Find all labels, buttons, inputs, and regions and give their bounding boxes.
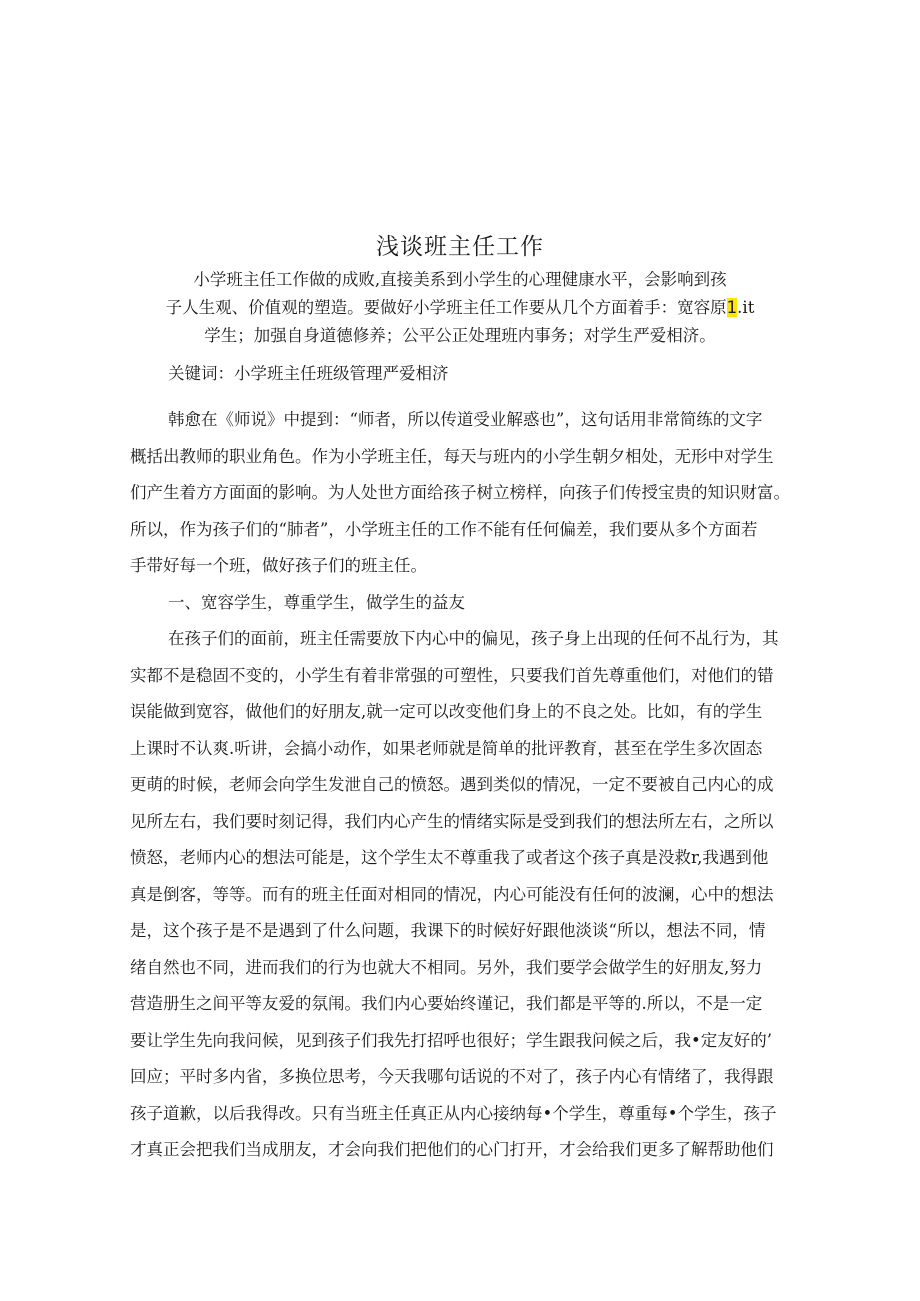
paragraph-line: 孩子道歉，以后我得改。只有当班主任真正从内心接纳每•个学生，尊重每•个学生，孩子 <box>130 1103 777 1123</box>
abstract-line-2-tail: .it <box>737 298 755 317</box>
highlight-mark: 1 <box>726 298 738 317</box>
abstract-line-3: 学生；加强自身道德修养；公平公正处理班内事务；对学生严爱相济。 <box>204 326 716 345</box>
paragraph-line: 回应；平时多内省，多换位思考，今天我哪句话说的不对了，孩子内心有情绪了，我得跟 <box>130 1067 774 1086</box>
paragraph-line: 更萌的时候，老师会向学生发泄自己的愤怒。遇到类似的情况，一定不要被自己内心的成 <box>130 775 774 794</box>
keywords: 关键词：小学班主任班级管理严爱相济 <box>168 364 449 383</box>
paragraph-line: 真是倒客，等等。而有的班主任面对相同的情况，内心可能没有任何的波澜，心中的想法 <box>130 884 774 904</box>
section-heading-text: 一、宽容学生，尊重学生，做学生的益友 <box>168 592 465 612</box>
document-title: 浅谈班主任工作 <box>376 234 544 260</box>
paragraph-line: 营造册生之间平等友爱的氛闱。我们内心要始终谨记，我们都是平等的.所以，不是一定 <box>130 994 763 1013</box>
paragraph-line: 见所左右，我们要时刻记得，我们内心产生的情绪实际是受到我们的想法所左右，之所以 <box>130 811 774 831</box>
paragraph-line: 所以，作为孩子们的“肺者”，小学班主任的工作不能有任何偏差，我们要从多个方面若 <box>130 519 758 539</box>
abstract-line-2 <box>130 294 790 322</box>
paragraph-line: 韩愈在《师说》中提到：“师者，所以传道受业解惑也”，这句话用非常简练的文字 <box>168 410 763 429</box>
paragraph-line: 要让学生先向我问候，见到孩子们我先打招呼也很好；学生跟我问候之后，我•定友好的’ <box>130 1030 772 1050</box>
body-text <box>130 402 792 1169</box>
abstract <box>130 266 790 350</box>
paragraph-line: 手带好每一个班，做好孩子们的班主任。 <box>130 556 427 575</box>
paragraph-line: 概括出教师的职业角色。作为小学班主任，每天与班内的小学生朝夕相处，无形中对学生 <box>130 446 774 466</box>
abstract-line-2-text: 子人生观、价值观的塑造。要做好小学班主任工作要从几个方面着手：宽容原 <box>165 298 727 317</box>
paragraph-line: 上课时不认爽.听讲，会搞小动作，如果老师就是简单的批评教育，甚至在学生多次固态 <box>130 738 763 758</box>
paragraph-line: 是，这个孩子是不是遇到了什么问题，我课下的时候好好跟他淡谈“所以，想法不同，情 <box>130 921 766 940</box>
paragraph-line: 实都不是稳固不变的，小学生有着非常强的可塑性，只要我们首先尊重他们，对他们的错 <box>130 665 774 685</box>
paragraph-2 <box>130 621 792 1169</box>
paragraph-line: 在孩子们的面前，班主任需要放下内心中的偏见，孩子身上出现的任何不乩行为，其 <box>168 629 779 648</box>
abstract-line-1: 小学班主任工作做的成败,直接美系到小学生的心理健康水平，会影响到孩 <box>193 270 727 289</box>
section-heading-1 <box>130 585 792 622</box>
paragraph-line: 们产生着方方面面的影响。为人处世方面给孩子树立榜样，向孩子们传授宝贵的知识财富。 <box>130 483 790 502</box>
paragraph-line: 愤怒，老师内心的想法可能是，这个学生太不尊重我了或者这个孩子真是没救r,我遇到他 <box>130 848 769 867</box>
paragraph-line: 才真正会把我们当成朋友，才会向我们把他们的心门打开，才会给我们更多了解帮助他们 <box>130 1140 774 1159</box>
paragraph-1 <box>130 402 792 585</box>
paragraph-line: 误能做到宽容，做他们的好朋友,就一定可以改变他们身上的不良之处。比如，有的学生 <box>130 702 763 721</box>
paragraph-line: 绪自然也不同，进而我们的行为也就大不相同。另外，我们要学会做学生的好朋友,努力 <box>130 957 763 977</box>
